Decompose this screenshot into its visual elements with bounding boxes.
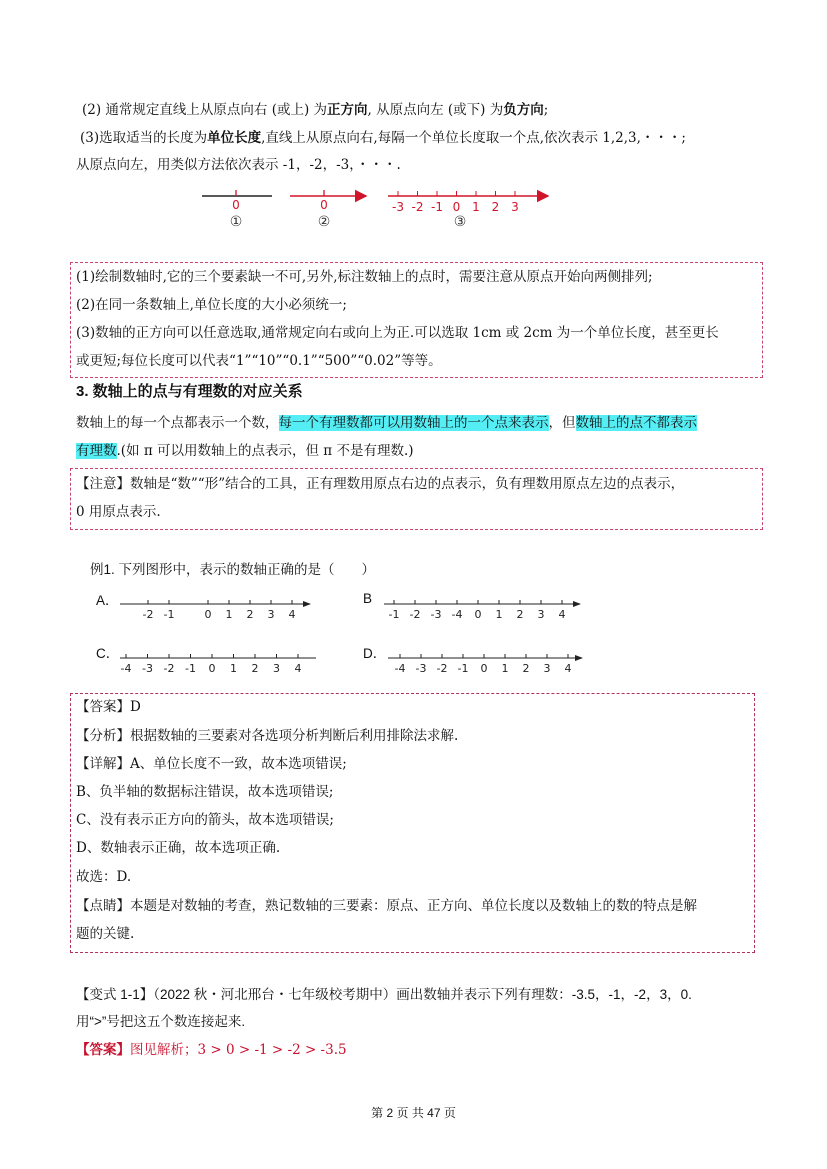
variant-line-1: 【变式 1-1】（2022 秋・河北邢台・七年级校考期中）画出数轴并表示下列有理数：-3.5，-1，-2，3，0. bbox=[76, 987, 692, 1002]
intro-line-2: (3)选取适当的长度为单位长度,直线上从原点向右,每隔一个单位长度取一个点,依次表示 1,2,3,・・・; bbox=[80, 130, 686, 146]
tick-label: -1 bbox=[431, 200, 443, 214]
detail-d: D、数轴表示正确，故本选项正确. bbox=[76, 840, 281, 856]
tick-label: -1 bbox=[163, 608, 175, 621]
option-a-label: A． bbox=[96, 593, 119, 608]
tick-label: -2 bbox=[411, 200, 424, 214]
tick-label: -4 bbox=[451, 608, 463, 621]
tick-label: -1 bbox=[457, 662, 469, 675]
tick-label: 2 bbox=[516, 608, 524, 621]
line-3-ticks bbox=[392, 191, 519, 214]
caption-2: ② bbox=[317, 214, 331, 230]
tick-label: -3 bbox=[392, 200, 404, 214]
option-c-label: C． bbox=[96, 646, 120, 661]
highlight-rational: 有理数 bbox=[76, 443, 117, 459]
caption-3: ③ bbox=[453, 214, 467, 230]
detail-b: B、负半轴的数据标注错误，故本选项错误; bbox=[76, 784, 334, 800]
variant-answer-tag: 【答案】 bbox=[76, 1042, 130, 1058]
note-2: (2)在同一条数轴上,单位长度的大小必须统一; bbox=[76, 297, 347, 313]
variant-answer-text: 图见解析；3 > 0 > -1 > -2 > -3.5 bbox=[130, 1042, 347, 1058]
line-1-zero: 0 bbox=[232, 198, 240, 212]
option-b-label: B bbox=[363, 591, 373, 606]
note-3b: 或更短;每位长度可以代表“1”“10”“0.1”“500”“0.02”等等。 bbox=[76, 353, 442, 369]
tick-label: 0 bbox=[474, 608, 482, 621]
tick-label: 1 bbox=[501, 662, 509, 675]
intro-line-1: (2) 通常规定直线上从原点向右 (或上) 为正方向, 从原点向左 (或下) 为负方向; bbox=[82, 102, 549, 118]
number-line-figure bbox=[190, 186, 560, 234]
tick-label: 2 bbox=[491, 200, 500, 214]
tick-label: 0 bbox=[208, 662, 216, 675]
detail-c: C、没有表示正方向的箭头，故本选项错误; bbox=[76, 812, 334, 828]
tick-label: 0 bbox=[452, 200, 461, 214]
number-line-b bbox=[378, 594, 588, 624]
caption-1: ① bbox=[229, 214, 243, 230]
note-3a: (3)数轴的正方向可以任意选取,通常规定向右或向上为正.可以选取 1cm 或 2cm 为一个单位长度，甚至更长 bbox=[76, 325, 719, 341]
detail-a: 【详解】A、单位长度不一致，故本选项错误; bbox=[76, 756, 347, 772]
tick-label: 3 bbox=[543, 662, 551, 675]
example-question: 例1. 下列图形中，表示的数轴正确的是（ ） bbox=[90, 562, 376, 577]
tick-label: -3 bbox=[142, 662, 153, 675]
comment-line-1: 【点睛】本题是对数轴的考查，熟记数轴的三要素：原点、正方向、单位长度以及数轴上的数的特点是解 bbox=[76, 898, 697, 914]
tick-label: -2 bbox=[436, 662, 448, 675]
section-3-paragraph-1: 数轴上的每一个点都表示一个数，每一个有理数都可以用数轴上的一个点来表示，但数轴上的点不都表示 bbox=[76, 415, 697, 431]
unit-length: 单位长度 bbox=[207, 130, 262, 146]
highlight-not-all-points: 数轴上的点不都表示 bbox=[575, 415, 697, 431]
variant-line-2: 用“>”号把这五个数连接起来. bbox=[76, 1014, 246, 1029]
tick-label: -1 bbox=[185, 662, 196, 675]
tick-label: 2 bbox=[251, 662, 259, 675]
note-1: (1)绘制数轴时,它的三个要素缺一不可,另外,标注数轴上的点时，需要注意从原点开始向两侧排列; bbox=[76, 269, 653, 285]
variant-answer bbox=[76, 1041, 347, 1059]
tick-label: -3 bbox=[415, 662, 427, 675]
tick-label: 2 bbox=[246, 608, 254, 621]
tick-label: 4 bbox=[558, 608, 566, 621]
choose-line: 故选：D. bbox=[76, 869, 132, 885]
attention-line-2: 0 用原点表示. bbox=[76, 504, 161, 520]
tick-label: 0 bbox=[480, 662, 488, 675]
positive-direction: 正方向 bbox=[327, 102, 368, 118]
line-2-zero: 0 bbox=[320, 198, 328, 212]
tick-label: 0 bbox=[204, 608, 212, 621]
tick-label: -2 bbox=[409, 608, 421, 621]
tick-label: 3 bbox=[273, 662, 280, 675]
tick-label: -4 bbox=[120, 662, 132, 675]
page-number: 第 2 页 共 47 页 bbox=[371, 1106, 456, 1120]
number-line-c bbox=[110, 648, 320, 678]
tick-label: -3 bbox=[430, 608, 442, 621]
analysis-line: 【分析】根据数轴的三要素对各选项分析判断后利用排除法求解. bbox=[76, 728, 459, 744]
tick-label: -2 bbox=[163, 662, 175, 675]
section-3-heading: 3. 数轴上的点与有理数的对应关系 bbox=[76, 383, 303, 400]
attention-line-1: 【注意】数轴是“数”“形”结合的工具，正有理数用原点右边的点表示，负有理数用原点左边的点表示， bbox=[76, 476, 685, 492]
highlight-every-rational: 每一个有理数都可以用数轴上的一个点来表示 bbox=[278, 415, 549, 431]
intro-line-3: 从原点向左，用类似方法依次表示 -1，-2，-3，・・・. bbox=[76, 157, 401, 173]
tick-label: 1 bbox=[225, 608, 233, 621]
tick-label: -1 bbox=[388, 608, 400, 621]
tick-label: 3 bbox=[537, 608, 545, 621]
option-d-label: D． bbox=[363, 646, 387, 661]
tick-label: 1 bbox=[472, 200, 480, 214]
tick-label: 4 bbox=[564, 662, 572, 675]
tick-label: 1 bbox=[495, 608, 503, 621]
tick-label: 2 bbox=[522, 662, 530, 675]
tick-label: 4 bbox=[288, 608, 296, 621]
negative-direction: 负方向 bbox=[503, 102, 544, 118]
tick-label: -2 bbox=[142, 608, 154, 621]
number-line-a bbox=[110, 594, 320, 624]
answer-line: 【答案】D bbox=[76, 699, 141, 715]
tick-label: 3 bbox=[511, 200, 519, 214]
tick-label: 3 bbox=[267, 608, 275, 621]
comment-line-2: 题的关键. bbox=[76, 926, 135, 942]
section-3-paragraph-2: 有理数.(如 π 可以用数轴上的点表示，但 π 不是有理数.) bbox=[76, 443, 414, 459]
number-line-d bbox=[378, 648, 588, 678]
tick-label: -4 bbox=[394, 662, 406, 675]
tick-label: 1 bbox=[230, 662, 237, 675]
tick-label: 4 bbox=[294, 662, 302, 675]
